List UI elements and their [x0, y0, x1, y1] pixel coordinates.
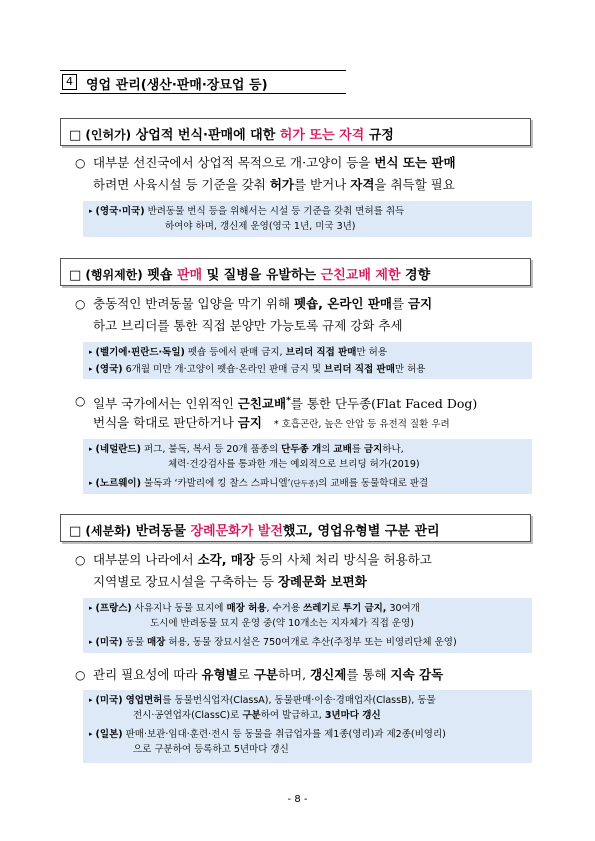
note-box-burial — [83, 598, 532, 653]
arrow-icon: ▸ — [89, 479, 93, 487]
country-label: (벨기에·핀란드·독일) — [95, 347, 185, 358]
bullet-line: 충동적인 반려동물 입양을 막기 위해 펫숍, 온라인 판매를 금지 — [93, 296, 433, 311]
block-tag: (인허가) — [85, 128, 132, 142]
note-line: ▸ (일본) 판매·보관·임대·훈련·전시 등 동물을 취급업자를 제1종(영리)과 제2종(비영리) — [89, 729, 446, 740]
note-line: ▸ (노르웨이) 불독과 ‘카발리에 킹 찰스 스파니엘’(단두종)의 교배를 동물학대로 판결 — [89, 478, 429, 489]
note-line: ▸ (미국) 영업면허를 동물번식업자(ClassA), 동물판매·이송·경매업자(ClassB), 동물 — [89, 695, 436, 706]
section-top-rule — [60, 70, 346, 71]
arrow-icon: ▸ — [89, 730, 93, 738]
arrow-icon: ▸ — [89, 207, 93, 215]
arrow-icon: ▸ — [89, 445, 93, 453]
block-title-highlight: 장례문화가 발전 — [190, 524, 283, 539]
note-box-petshop — [83, 342, 532, 379]
block-tag: (행위제한) — [85, 268, 143, 282]
block-title-highlight: 판매 — [176, 268, 203, 283]
bullet-mark: ○ — [75, 394, 86, 408]
country-label: (네덜란드) — [95, 444, 141, 455]
checkbox-square: □ — [69, 268, 86, 283]
note-line: ▸ (미국) 동물 매장 허용, 동물 장묘시설은 750여개로 추산(주정부 또는 비영리단체 운영) — [89, 637, 457, 648]
arrow-icon: ▸ — [89, 604, 93, 612]
bullet-line: 하려면 사육시설 등 기준을 갖춰 허가를 받거나 자격을 취득할 필요 — [93, 177, 455, 192]
block-tag: (세분화) — [85, 524, 132, 538]
country-label: (일본) — [95, 729, 123, 740]
country-label: (프랑스) — [95, 603, 132, 614]
bullet-burial — [75, 549, 535, 593]
country-label: (미국) — [95, 637, 123, 648]
section-bottom-rule — [60, 93, 346, 94]
block-title-highlight: 근친교배 제한 — [320, 268, 401, 283]
arrow-icon: ▸ — [89, 696, 93, 704]
note-line: ▸ (영국) 6개월 미만 개·고양이 펫숍·온라인 판매 금지 및 브리더 직접 판매만 허용 — [89, 364, 426, 375]
section-header — [60, 70, 346, 94]
checkbox-square: □ — [69, 524, 86, 539]
bullet-petshop — [75, 293, 535, 337]
bullet-line: 번식을 학대로 판단하거나 금지 * 호흡곤란, 높은 안압 등 유전적 질환 우려 — [93, 415, 450, 430]
bullet-mark: ○ — [75, 297, 86, 311]
bullet-line: 대부분의 나라에서 소각, 매장 등의 사체 처리 방식을 허용하고 — [93, 552, 432, 567]
block-title-text: 규정 — [364, 128, 394, 143]
section-number: 4 — [62, 74, 77, 90]
bullet-line: 일부 국가에서는 인위적인 근친교배*를 통한 단두종(Flat Faced Dog) — [93, 396, 478, 412]
bullet-line: 하고 브리더를 통한 직접 분양만 가능토록 규제 강화 추세 — [93, 318, 403, 333]
note-line: ▸ (네덜란드) 퍼그, 불독, 복서 등 20개 품종의 단두종 개의 교배를 금지하나, — [89, 444, 404, 455]
block-title-restriction — [60, 258, 531, 286]
block-title-highlight: 허가 또는 자격 — [279, 128, 365, 143]
country-label: (노르웨이) — [95, 478, 141, 489]
block-title-funeral — [60, 514, 531, 542]
block-title-text: 반려동물 — [131, 524, 191, 539]
bullet-mark: ○ — [75, 156, 86, 170]
block-title-licensing — [60, 118, 531, 146]
note-line: ▸ (프랑스) 사유지나 동물 묘지에 매장 허용, 수거용 쓰레기로 투기 금지, 30여개 — [89, 603, 420, 614]
arrow-icon: ▸ — [89, 348, 93, 356]
page-number: - 8 - — [287, 794, 308, 805]
note-box-licensing — [83, 201, 532, 237]
bullet-line: 관리 필요성에 따라 유형별로 구분하며, 갱신제를 통해 지속 감독 — [93, 667, 444, 682]
block-title-text: 했고, 영업유형별 구분 관리 — [282, 524, 440, 539]
bullet-line: 지역별로 장묘시설을 구축하는 등 장례문화 보편화 — [93, 574, 367, 589]
country-label: (영국·미국) — [95, 206, 145, 217]
bullet-categorize — [75, 664, 535, 686]
footnote: * 호흡곤란, 높은 안압 등 유전적 질환 우려 — [273, 419, 450, 430]
arrow-icon: ▸ — [89, 365, 93, 373]
country-label: (영국) — [95, 364, 123, 375]
bullet-line: 대부분 선진국에서 상업적 목적으로 개·고양이 등을 번식 또는 판매 — [93, 155, 456, 170]
checkbox-square: □ — [69, 128, 86, 143]
note-box-inbreeding — [83, 439, 532, 494]
arrow-icon: ▸ — [89, 638, 93, 646]
note-line: 하여야 하며, 갱신제 운영(영국 1년, 미국 3년) — [165, 221, 356, 232]
country-label: (미국) — [95, 695, 123, 706]
bullet-licensing — [75, 152, 535, 196]
block-title-text: 경향 — [400, 268, 431, 283]
note-line: 으로 구분하여 등록하고 5년마다 갱신 — [133, 744, 289, 755]
note-line: 전시·공연업자(ClassC)로 구분하여 발급하고, 3년마다 갱신 — [133, 710, 381, 721]
block-title-text: 및 질병을 유발하는 — [202, 268, 321, 283]
note-line: ▸ (영국·미국) 반려동물 번식 등을 위해서는 시설 등 기준을 갖춰 면허를 취득 — [89, 206, 405, 217]
block-title-text: 펫숍 — [142, 268, 177, 283]
section-title: 영업 관리(생산·판매·장묘업 등) — [86, 78, 268, 93]
note-box-categorize — [83, 690, 532, 763]
bullet-mark: ○ — [75, 553, 86, 567]
block-title-text: 상업적 번식·판매에 대한 — [131, 128, 280, 143]
note-line: ▸ (벨기에·핀란드·독일) 펫숍 등에서 판매 금지, 브리더 직접 판매만 허용 — [89, 347, 388, 358]
note-line: 도시에 반려동물 묘지 운영 중(약 10개소는 지자체가 직접 운영) — [150, 618, 414, 629]
bullet-mark: ○ — [75, 668, 86, 682]
bullet-inbreeding — [75, 390, 535, 434]
note-line: 체력·건강검사를 통과한 개는 예외적으로 브리딩 허가(2019) — [168, 459, 420, 470]
